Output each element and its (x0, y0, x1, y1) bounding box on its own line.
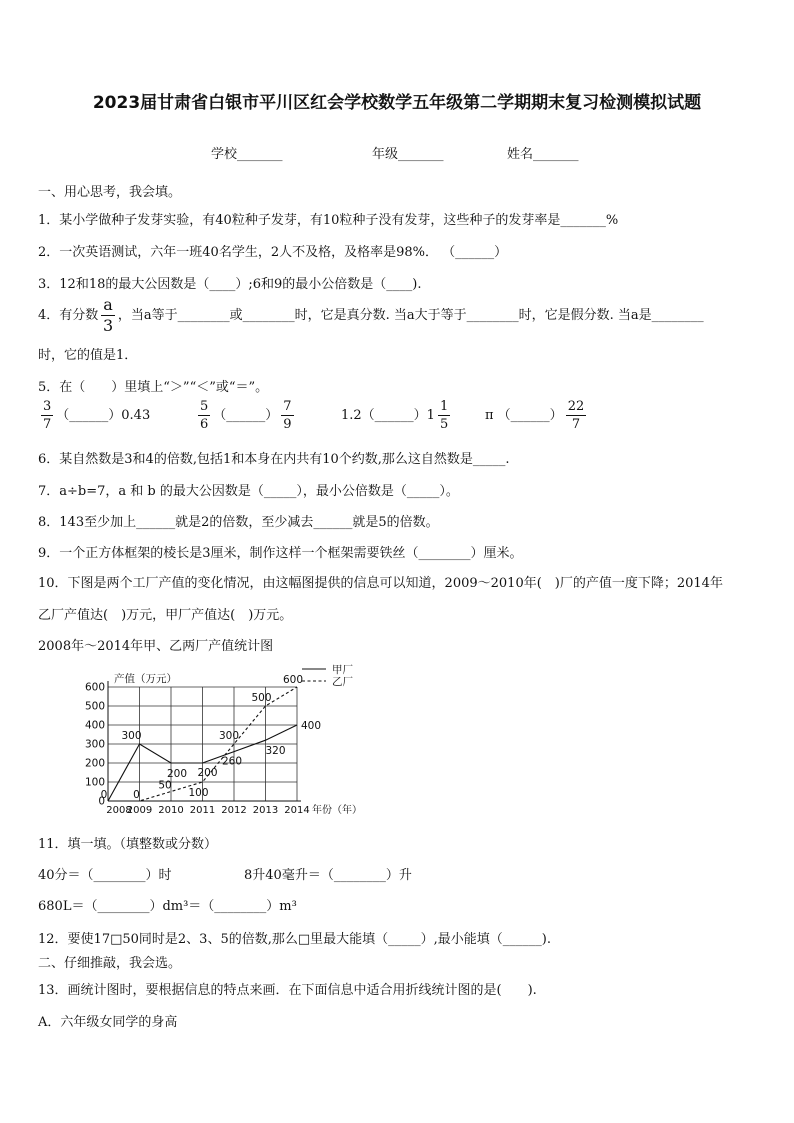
fraction (41, 400, 53, 431)
y-tick-label: 100 (84, 776, 105, 789)
fraction-denominator: 6 (200, 417, 209, 432)
data-label-jia: 320 (265, 745, 286, 758)
question-7: 7．a÷b=7，a 和 b 的最大公因数是（_____），最小公倍数是（_____）。 (38, 484, 459, 499)
y-tick-label: 300 (84, 738, 105, 751)
fraction-denominator: 9 (283, 417, 292, 432)
question-5-item-4 (485, 400, 589, 431)
question-5-item-1 (38, 400, 150, 431)
legend-label: 乙厂 (332, 676, 353, 688)
question-9: 9．一个正方体框架的棱长是3厘米，制作这样一个框架需要铁丝（________）厘米。 (38, 546, 523, 561)
question-2: 2．一次英语测试，六年一班40名学生，2人不及格，及格率是98%． （______） (38, 245, 508, 260)
data-label-jia: 260 (221, 755, 243, 768)
question-13-option-a: A．六年级女同学的身高 (38, 1015, 178, 1030)
fraction-denominator: 3 (102, 316, 114, 335)
fraction (566, 400, 587, 431)
question-12: 12．要使17□50同时是2、3、5的倍数,那么□里最大能填（_____）,最小能填（______). (38, 932, 551, 947)
y-tick-label: 400 (84, 719, 105, 732)
data-label-yi: 0 (133, 789, 140, 801)
question-4-rest: ，当a等于________或________时，它是真分数. 当a大于等于________时，它是假分数. 当a是________ (117, 308, 704, 323)
fraction-numerator: 3 (43, 399, 52, 414)
data-label-jia: 200 (166, 768, 188, 780)
question-10-line2: 乙厂产值达( )万元，甲厂产值达( )万元。 (38, 608, 293, 623)
data-label-yi: 50 (158, 779, 172, 792)
legend-label: 甲厂 (332, 664, 353, 676)
section-1-heading: 一、用心思考，我会填。 (38, 185, 182, 200)
question-5-item-3 (341, 400, 453, 431)
question-11-a: 40分＝（________）时 (38, 868, 172, 883)
data-label-yi: 100 (188, 787, 209, 799)
fraction-numerator: a (103, 295, 113, 314)
compare-blank: π （______） (485, 408, 563, 423)
fraction (281, 400, 293, 431)
question-4-prefix: 4．有分数 (38, 308, 99, 323)
data-label-yi: 300 (218, 730, 240, 742)
name-field: 姓名_______ (507, 147, 579, 162)
x-tick-label: 2010 (158, 805, 184, 816)
x-tick-label: 2013 (252, 805, 279, 816)
fraction-numerator: 5 (200, 399, 209, 414)
question-5: 5．在（ ）里填上“＞”“＜”或“＝”。 (38, 380, 269, 395)
question-13: 13．画统计图时，要根据信息的特点来画．在下面信息中适合用折线统计图的是( ). (38, 983, 537, 998)
chart-y-label: 产值（万元） (114, 673, 177, 685)
question-5-item-2 (195, 400, 297, 431)
y-tick-label: 200 (84, 757, 105, 770)
question-11-c: 680L＝（________）dm³＝（________）m³ (38, 899, 297, 914)
fraction-denominator: 7 (571, 417, 581, 432)
y-tick-label: 0 (98, 795, 105, 808)
question-11-b: 8升40毫升＝（________）升 (244, 868, 412, 883)
chart-x-label: 年份（年） (312, 805, 362, 816)
data-label-jia: 400 (300, 720, 322, 732)
y-tick-label: 600 (84, 681, 105, 694)
question-4 (38, 297, 704, 334)
question-11: 11．填一填。（填整数或分数） (38, 837, 218, 852)
question-8: 8．143至少加上______就是2的倍数，至少减去______就是5的倍数。 (38, 515, 439, 530)
fraction-denominator: 7 (43, 417, 52, 432)
school-field: 学校_______ (211, 147, 283, 162)
x-tick-label: 2008 (106, 805, 132, 816)
grade-field: 年级_______ (372, 147, 444, 162)
question-4-line2: 时，它的值是1． (38, 348, 138, 363)
question-1: 1．某小学做种子发芽实验，有40粒种子发芽，有10粒种子没有发芽，这些种子的发芽率是_______% (38, 213, 619, 228)
fraction (198, 400, 210, 431)
x-tick-label: 2012 (221, 805, 247, 816)
chart-legend (302, 664, 353, 688)
question-6: 6．某自然数是3和4的倍数,包括1和本身在内共有10个约数,那么这自然数是_____. (38, 452, 510, 467)
chart-caption: 2008年～2014年甲、乙两厂产值统计图 (38, 639, 274, 654)
data-label-yi: 500 (251, 692, 272, 704)
fraction-denominator: 5 (439, 417, 449, 432)
compare-blank: 1.2（______）1 (341, 408, 435, 423)
page-title: 2023届甘肃省白银市平川区红会学校数学五年级第二学期期末复习检测模拟试题 (92, 93, 702, 113)
x-tick-label: 2011 (189, 805, 216, 816)
y-tick-label: 500 (84, 700, 105, 713)
section-2-heading: 二、仔细推敲，我会选。 (38, 956, 182, 971)
fraction (438, 400, 450, 431)
data-label-jia: 200 (197, 767, 218, 779)
fraction-numerator: 1 (439, 399, 449, 414)
question-10: 10．下图是两个工厂产值的变化情况，由这幅图提供的信息可以知道，2009～2010年( )厂的产值一度下降；2014年 (38, 576, 723, 591)
x-tick-label: 2009 (126, 805, 153, 816)
data-label-jia: 300 (121, 730, 142, 742)
data-label-yi: 600 (282, 674, 304, 686)
x-tick-label: 2014 (284, 805, 310, 816)
compare-blank: （______）0.43 (56, 408, 151, 423)
line-chart (80, 660, 380, 820)
fraction-numerator: 7 (283, 399, 292, 414)
question-3: 3．12和18的最大公因数是（____）;6和9的最小公倍数是（____). (38, 277, 422, 292)
compare-blank: （______） (213, 408, 279, 423)
fraction-a-over-3 (101, 297, 115, 334)
fraction-numerator: 22 (567, 399, 585, 414)
data-label-jia: 0 (100, 789, 108, 801)
